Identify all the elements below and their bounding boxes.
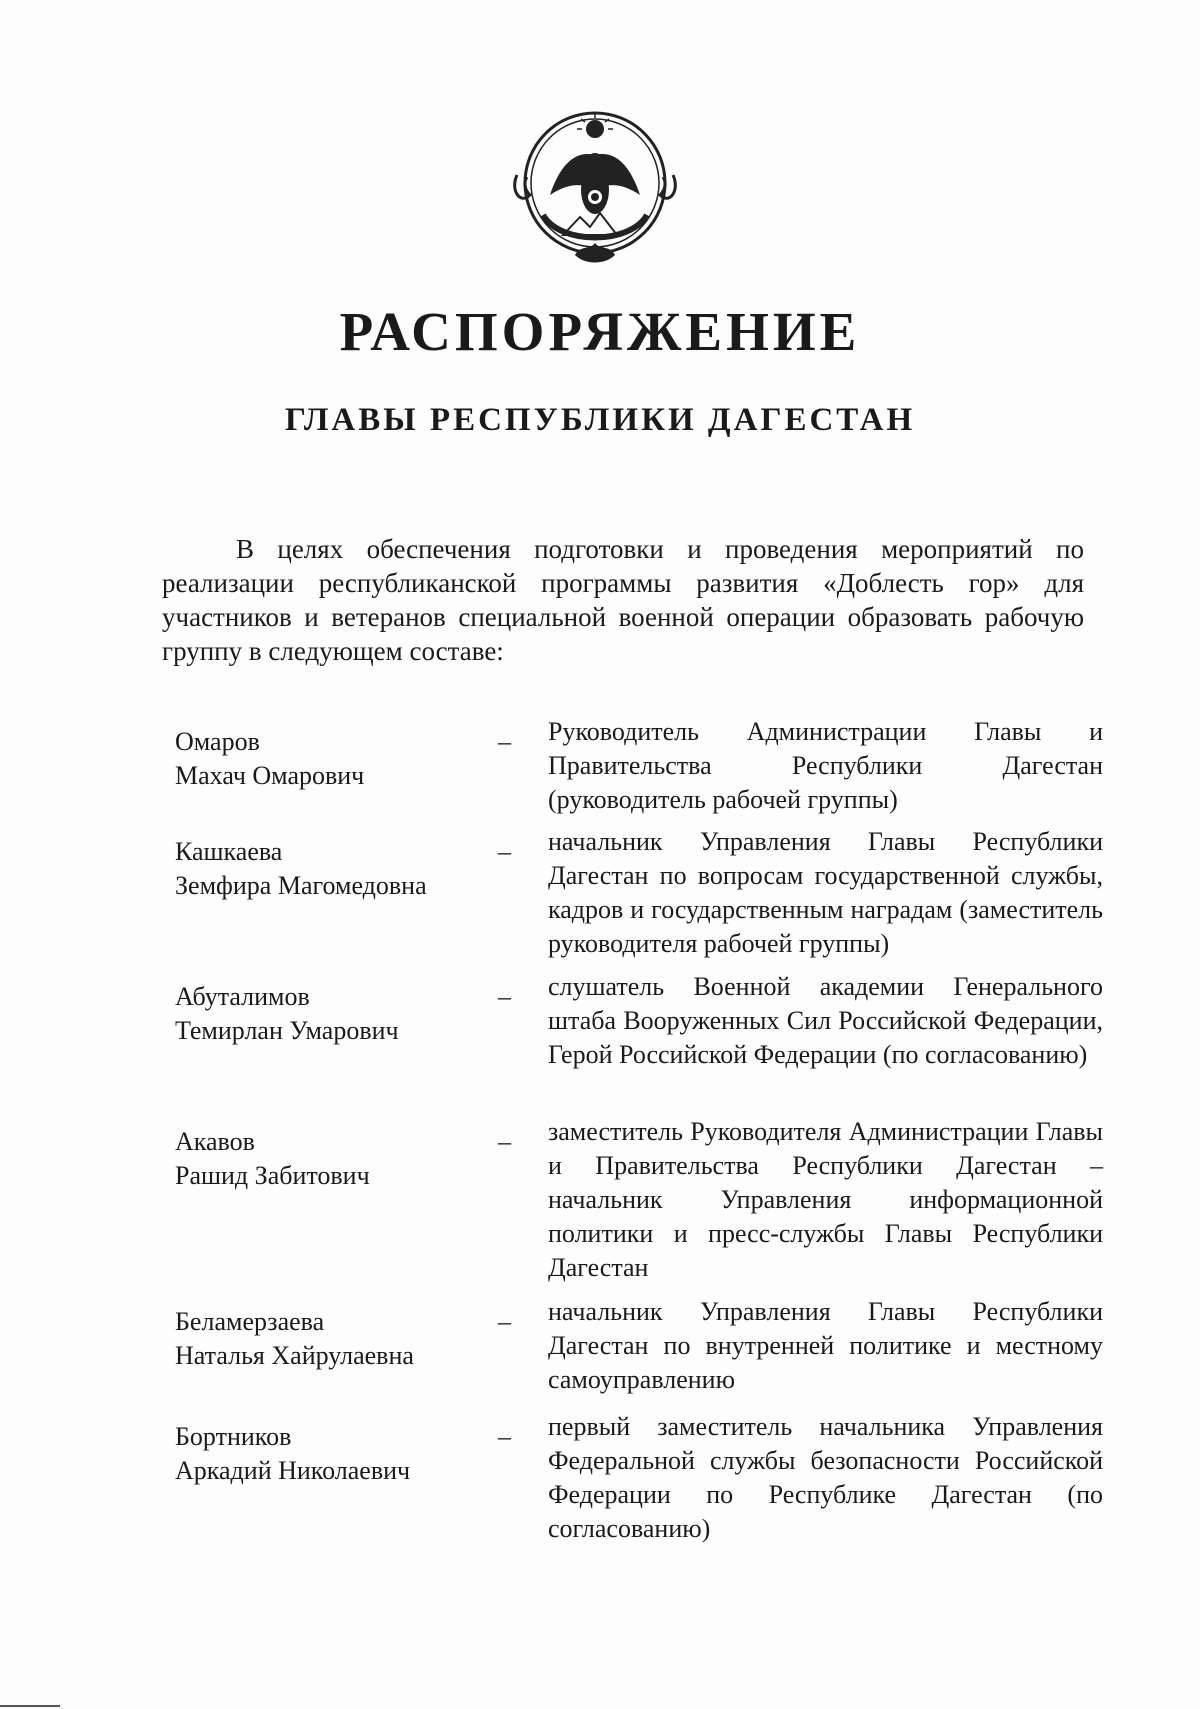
member-dash: – — [498, 1127, 511, 1156]
member-name — [175, 1305, 475, 1373]
preamble-paragraph: В целях обеспечения подготовки и проведения мероприятий по реализации республиканской программы развития «Доблесть гор» для участников и ветеранов специальной военной операции образовать рабочую группу в следующем составе: — [162, 534, 1084, 666]
member-given-names: Наталья Хайрулаевна — [175, 1341, 414, 1370]
document-subtitle: ГЛАВЫ РЕСПУБЛИКИ ДАГЕСТАН — [284, 402, 916, 438]
member-surname: Беламерзаева — [175, 1307, 325, 1336]
member-surname: Бортников — [175, 1422, 292, 1451]
member-name — [175, 1420, 475, 1488]
member-name — [175, 980, 475, 1048]
member-surname: Акавов — [175, 1127, 255, 1156]
member-dash: – — [498, 982, 511, 1011]
member-dash: – — [498, 837, 511, 866]
member-given-names: Темирлан Умарович — [175, 1016, 399, 1045]
member-position: начальник Управления Главы Республики Дагестан по вопросам государственной службы, кадров и государственным наградам (заместитель руководителя рабочей группы) — [548, 827, 1103, 958]
member-dash: – — [498, 1307, 511, 1336]
member-surname: Абуталимов — [175, 982, 310, 1011]
member-given-names: Махач Омарович — [175, 761, 365, 790]
member-position: заместитель Руководителя Администрации Главы и Правительства Республики Дагестан – начальник Управления информационной политики и пресс-службы Главы Республики Дагестан — [548, 1117, 1103, 1282]
member-position: первый заместитель начальника Управления Федеральной службы безопасности Российской Федерации по Республике Дагестан (по согласованию) — [548, 1412, 1103, 1543]
member-position: слушатель Военной академии Генерального штаба Вооруженных Сил Российской Федерации, Герой Российской Федерации (по согласованию) — [548, 972, 1103, 1069]
member-name — [175, 725, 475, 793]
member-name — [175, 1125, 475, 1193]
member-position: начальник Управления Главы Республики Дагестан по внутренней политике и местному самоуправлению — [548, 1297, 1103, 1394]
member-given-names: Земфира Магомедовна — [175, 871, 427, 900]
scan-edge-mark — [0, 1705, 60, 1707]
document-title: РАСПОРЯЖЕНИЕ — [339, 301, 861, 362]
member-position: Руководитель Администрации Главы и Правительства Республики Дагестан (руководитель рабочей группы) — [548, 717, 1103, 814]
member-name — [175, 835, 475, 903]
member-surname: Омаров — [175, 727, 260, 756]
member-dash: – — [498, 1422, 511, 1451]
member-given-names: Рашид Забитович — [175, 1161, 370, 1190]
member-surname: Кашкаева — [175, 837, 283, 866]
member-dash: – — [498, 727, 511, 756]
member-given-names: Аркадий Николаевич — [175, 1456, 411, 1485]
dagestan-coat-of-arms-icon — [505, 95, 685, 275]
